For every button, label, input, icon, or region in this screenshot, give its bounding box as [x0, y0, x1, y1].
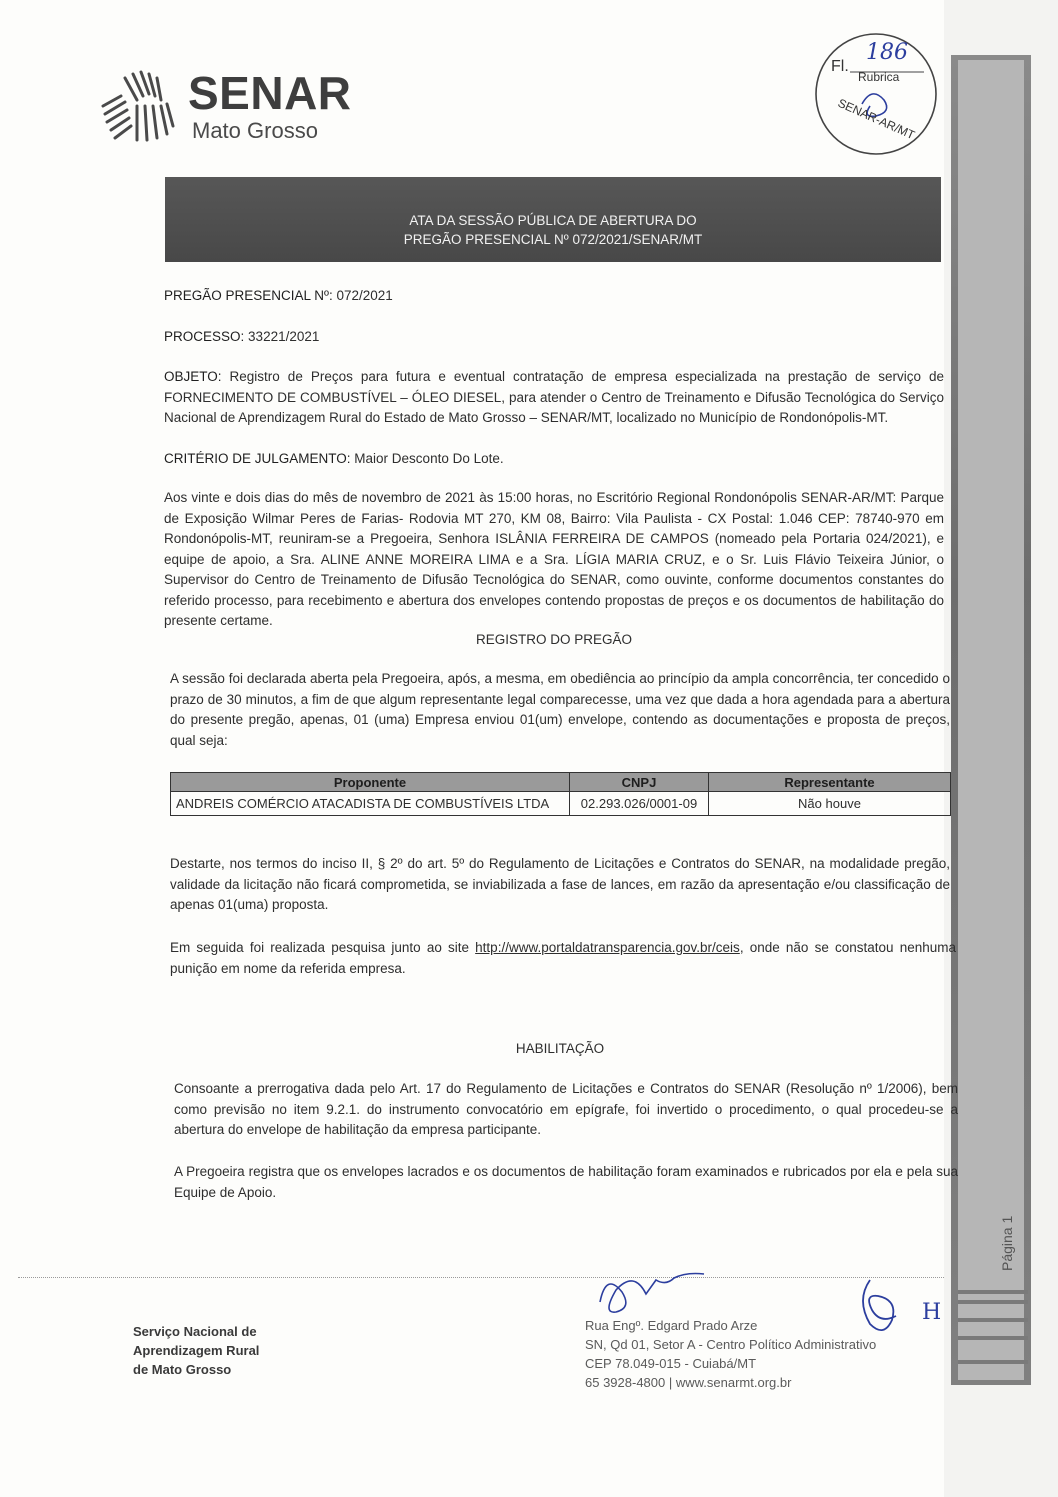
pesquisa-text-post: , onde não se constatou nenhuma punição em nome da referida empresa.: [170, 940, 956, 976]
table-cell-cnpj: 02.293.026/0001-09: [570, 792, 709, 816]
processo-value: 33221/2021: [248, 329, 320, 344]
objeto-text: Registro de Preços para futura e eventual contratação de empresa especializada na prestação de serviço de FORNECIMENTO DE COMBUSTÍVEL – ÓLEO DIESEL, para atender o Centro de Treinamento e Difusão Tecnológica do Serviço Nacional de Aprendizagem Rural do Estado de Mato Grosso – SENAR/MT, localizado no Município de Rondonópolis-MT.: [164, 369, 944, 425]
footer-organization: [133, 1322, 259, 1379]
criterio-field: [164, 449, 504, 470]
pregoeira-paragraph: A Pregoeira registra que os envelopes lacrados e os documentos de habilitação foram examinados e rubricados por ela e pela sua Equipe de Apoio.: [174, 1164, 958, 1200]
footer-org-line: de Mato Grosso: [133, 1362, 232, 1377]
table-header-cnpj: CNPJ: [570, 773, 709, 792]
page-number-label: [990, 1185, 1020, 1275]
table-cell-representante: Não houve: [709, 792, 951, 816]
proponentes-table: [170, 772, 951, 816]
footer-address-line: CEP 78.049-015 - Cuiabá/MT: [585, 1356, 757, 1371]
sessao-paragraph: A sessão foi declarada aberta pela Pregoeira, após, a mesma, em obediência ao princípio da ampla concorrência, ter concedido o prazo de 30 minutos, a fim de que algum representante legal comparecesse, uma vez que dada a hora agendada para a abertura do presente pregão, apenas, 01 (uma) Empresa enviou 01(um) envelope, contendo as documentações e proposta de preços, qual seja:: [170, 671, 950, 748]
objeto-paragraph: [164, 367, 944, 429]
criterio-label: CRITÉRIO DE JULGAMENTO:: [164, 451, 351, 466]
abertura-paragraph: Aos vinte e dois dias do mês de novembro de 2021 às 15:00 horas, no Escritório Regional Rondonópolis SENAR-AR/MT: Parque de Exposição Wilmar Peres de Farias- Rodovia MT 270, KM 08, Bairro: Vila Paulista - CX Postal: 1.046 CEP: 78740-970 em Rondonópolis-MT, reuniram-se a Pregoeira, Senhora ISLÂNIA FERREIRA DE CAMPOS (nomeado pela Portaria 024/2021), e equipe de apoio, a Sra. ALINE ANNE MOREIRA LIMA e a Sra. LÍGIA MARIA CRUZ, e o Sr. Luis Flávio Teixeira Júnior, o Supervisor do Centro de Treinamento de Difusão Tecnológica do SENAR, como ouvinte, conforme documentos constantes do referido processo, para recebimento e abertura dos envelopes contendo propostas de preços e os documentos de habilitação do presente certame.: [164, 490, 944, 628]
title-line-2: PREGÃO PRESENCIAL Nº 072/2021/SENAR/MT: [403, 232, 703, 247]
signature-icon: [590, 1262, 720, 1322]
senar-logo-icon: [97, 66, 175, 144]
pesquisa-text-pre: Em seguida foi realizada pesquisa junto ao site: [170, 940, 470, 955]
scan-edge-mark: [958, 1360, 1028, 1364]
table-row: [171, 792, 951, 816]
scan-edge-mark: [958, 1318, 1028, 1322]
scan-edge-mark: [958, 1300, 1028, 1304]
footer-address-line: 65 3928-4800 | www.senarmt.org.br: [585, 1375, 792, 1390]
footer-org-line: Serviço Nacional de: [133, 1324, 257, 1339]
criterio-value: Maior Desconto Do Lote.: [354, 451, 504, 466]
pesquisa-paragraph: [170, 938, 956, 979]
signature-initials-icon: [852, 1270, 912, 1340]
footer-org-line: Aprendizagem Rural: [133, 1343, 260, 1358]
processo-field: [164, 327, 319, 348]
page-label-text: Página 1: [999, 1215, 1015, 1271]
table-header-row: [171, 773, 951, 792]
footer-divider: [18, 1277, 944, 1278]
registro-title: REGISTRO DO PREGÃO: [475, 632, 633, 647]
pregao-label: PREGÃO PRESENCIAL Nº:: [164, 288, 333, 303]
habilitacao-title: HABILITAÇÃO: [515, 1041, 605, 1056]
stamp-rubrica-label: Rubrica: [858, 70, 900, 84]
consoante-paragraph: Consoante a prerrogativa dada pelo Art. 17 do Regulamento de Licitações e Contratos do SENAR (Resolução nº 1/2006), bem como previsão no item 9.2.1. do instrumento convocatório em epígrafe, foi invertido o procedimento, o qual procedeu-se a abertura do envelope de habilitação da empresa participante.: [174, 1081, 958, 1137]
scan-edge-mark: [958, 1290, 1028, 1294]
document-title: [165, 211, 941, 249]
table-cell-proponente: ANDREIS COMÉRCIO ATACADISTA DE COMBUSTÍVEIS LTDA: [171, 792, 570, 816]
pregao-value: 072/2021: [336, 288, 393, 303]
footer-address-line: SN, Qd 01, Setor A - Centro Político Administrativo: [585, 1337, 877, 1352]
signature-initial: H: [922, 1300, 942, 1325]
logo-name: SENAR: [188, 67, 352, 119]
logo-subtitle: Mato Grosso: [192, 118, 318, 143]
objeto-label: OBJETO:: [164, 369, 222, 384]
footer-address-line: Rua Engº. Edgard Prado Arze: [585, 1318, 758, 1333]
table-header-representante: Representante: [709, 773, 951, 792]
processo-label: PROCESSO:: [164, 329, 245, 344]
destarte-paragraph: Destarte, nos termos do inciso II, § 2º do art. 5º do Regulamento de Licitações e Contratos do SENAR, na modalidade pregão, validade da licitação não ficará comprometida, se inviabilizada a fase de lances, em razão da apresentação e/ou classificação de apenas 01(uma) proposta.: [170, 856, 950, 912]
table-header-proponente: Proponente: [171, 773, 570, 792]
ceis-link[interactable]: http://www.portaldatransparencia.gov.br/ceis: [475, 940, 740, 955]
pregao-field: [164, 286, 393, 307]
stamp-org: SENAR-AR/MT: [835, 95, 917, 143]
stamp-fl-number: 186: [866, 40, 908, 65]
stamp-fl-label: Fl.: [831, 58, 849, 75]
title-line-1: ATA DA SESSÃO PÚBLICA DE ABERTURA DO: [409, 213, 697, 228]
scan-edge-inner: [958, 60, 1024, 1380]
scan-edge-mark: [958, 1336, 1028, 1340]
